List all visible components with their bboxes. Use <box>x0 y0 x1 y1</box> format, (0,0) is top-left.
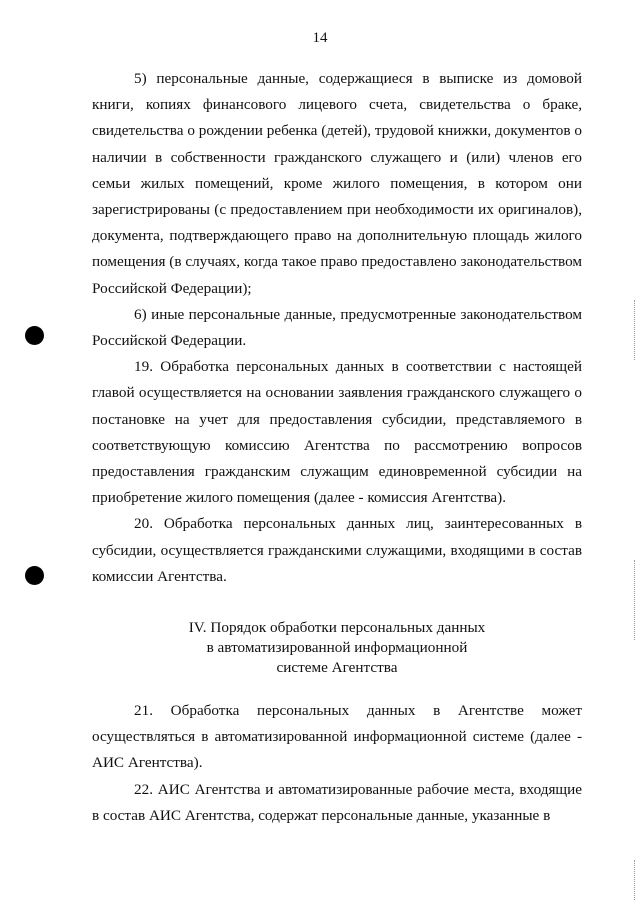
paragraph-item-5: 5) персональные данные, содержащиеся в выписке из домовой книги, копиях финансового лицевого счета, свидетельства о браке, свидетельства о рождении ребенка (детей), трудовой книжки, документов о наличии в собственности гражданского служащего и (или) членов его семьи жилых помещений, кроме жилого помещения, в котором они зарегистрированы (с предоставлением при необходимости их оригиналов), документа, подтверждающего право на дополнительную площадь жилого помещения (в случаях, когда такое право предоставлено законодательством Российской Федерации); <box>92 70 582 297</box>
document-body-lower <box>92 698 582 829</box>
section-heading <box>92 618 582 678</box>
paragraph-clause-21: 21. Обработка персональных данных в Агентстве может осуществляться в автоматизированной информационной системе (далее - АИС Агентства). <box>92 702 582 772</box>
section-heading-line-2: в автоматизированной информационной <box>206 639 468 656</box>
document-body-upper <box>92 66 582 590</box>
section-heading-line-3: системе Агентства <box>276 659 398 676</box>
scan-edge-mark <box>634 860 636 900</box>
scan-edge-mark <box>634 300 636 360</box>
paragraph-item-6: 6) иные персональные данные, предусмотренные законодательством Российской Федерации. <box>92 305 582 350</box>
scan-edge-mark <box>634 560 636 640</box>
binder-hole-bottom <box>25 566 44 585</box>
paragraph-clause-19: 19. Обработка персональных данных в соответствии с настоящей главой осуществляется на основании заявления гражданского служащего о постановке на учет для предоставления субсидии, представляемого в соответствующую комиссию Агентства по рассмотрению вопросов предоставления гражданским служащим единовременной субсидии на приобретение жилого помещения (далее - комиссия Агентства). <box>92 358 582 507</box>
binder-hole-top <box>25 326 44 345</box>
paragraph-clause-22: 22. АИС Агентства и автоматизированные рабочие места, входящие в состав АИС Агентства, содержат персональные данные, указанные в <box>92 780 582 824</box>
section-heading-line-1: IV. Порядок обработки персональных данных <box>188 619 486 636</box>
paragraph-clause-20: 20. Обработка персональных данных лиц, заинтересованных в субсидии, осуществляется гражданскими служащими, входящими в состав комиссии Агентства. <box>92 515 582 585</box>
page-number: 14 <box>312 30 328 46</box>
